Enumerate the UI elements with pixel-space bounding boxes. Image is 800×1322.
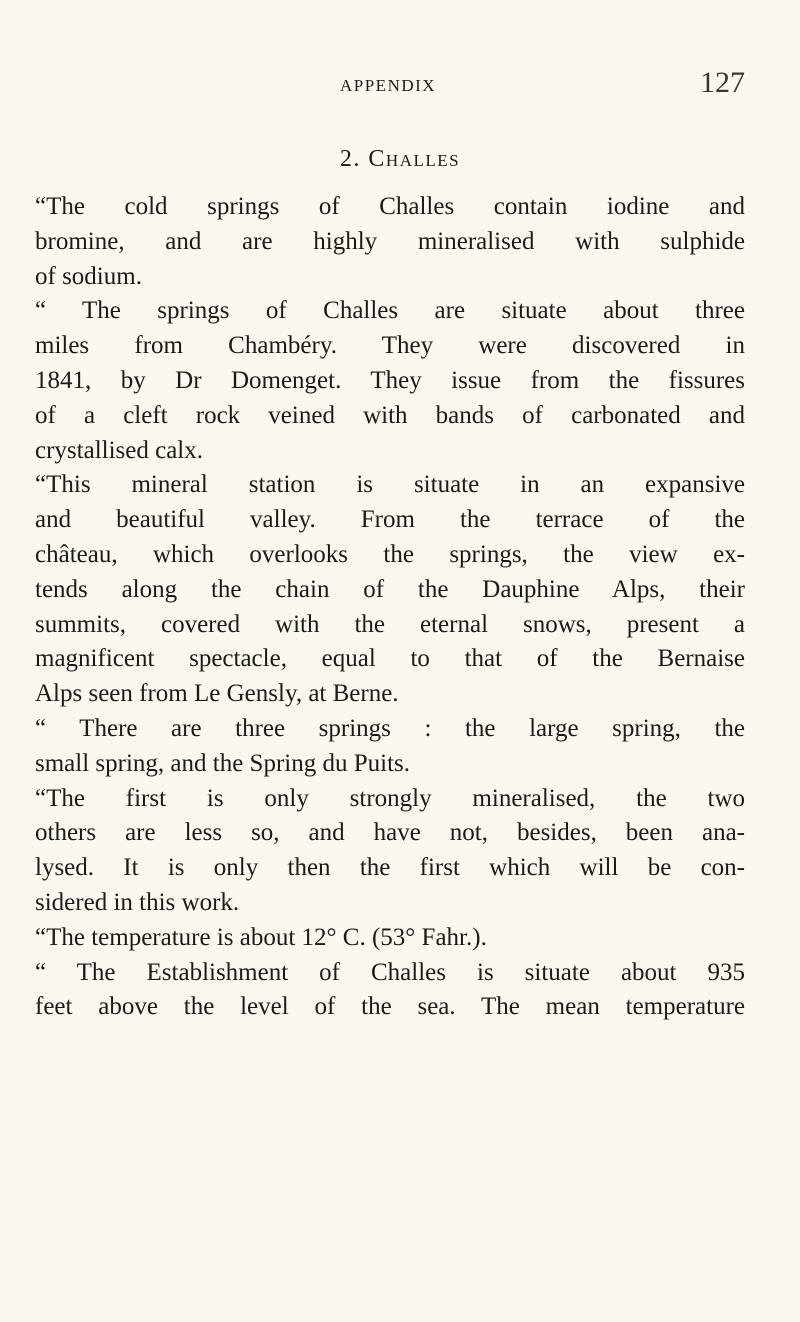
paragraph — [35, 468, 745, 712]
paragraph — [35, 782, 745, 921]
text-line: magnificent spectacle, equal to that of the Bernaise — [35, 645, 745, 673]
paragraph — [35, 956, 745, 1026]
text-line: “ There are three springs : the large spring, the — [35, 714, 745, 742]
text-line: “ The Establishment of Challes is situate about 935 — [35, 958, 745, 986]
text-line: lysed. It is only then the first which will be con- — [35, 854, 745, 882]
page-number: 127 — [700, 66, 745, 99]
text-line: Alps seen from Le Gensly, at Berne. — [35, 680, 399, 708]
text-line: crystallised calx. — [35, 436, 203, 464]
text-line: “The temperature is about 12° C. (53° Fahr.). — [35, 923, 487, 951]
paragraph — [35, 712, 745, 782]
text-line: “This mineral station is situate in an expansive — [35, 471, 745, 499]
paragraph — [35, 190, 745, 294]
text-line: small spring, and the Spring du Puits. — [35, 749, 410, 777]
text-line: others are less so, and have not, besides, been ana- — [35, 819, 745, 847]
text-line: and beautiful valley. From the terrace of the — [35, 506, 745, 534]
text-line: château, which overlooks the springs, the view ex- — [35, 540, 745, 568]
running-header — [0, 66, 800, 106]
section-heading: 2. Challes — [339, 146, 461, 172]
text-line: of sodium. — [35, 262, 142, 290]
text-line: miles from Chambéry. They were discovered in — [35, 332, 745, 360]
text-line: “The cold springs of Challes contain iodine and — [35, 193, 745, 220]
text-line: of a cleft rock veined with bands of carbonated and — [35, 401, 745, 429]
text-line: sidered in this work. — [35, 888, 240, 916]
running-title: APPENDIX — [340, 76, 437, 95]
text-line: feet above the level of the sea. The mean temperature — [35, 993, 745, 1021]
text-line: tends along the chain of the Dauphine Alps, their — [35, 575, 745, 603]
paragraph — [35, 921, 745, 956]
paragraph — [35, 294, 745, 468]
text-line: “ The springs of Challes are situate about three — [35, 297, 745, 325]
text-line: 1841, by Dr Domenget. They issue from the fissures — [35, 366, 745, 394]
body-text — [35, 190, 745, 1025]
text-line: “The first is only strongly mineralised, the two — [35, 784, 745, 812]
text-line: summits, covered with the eternal snows, present a — [35, 610, 745, 638]
text-line: bromine, and are highly mineralised with sulphide — [35, 227, 745, 255]
